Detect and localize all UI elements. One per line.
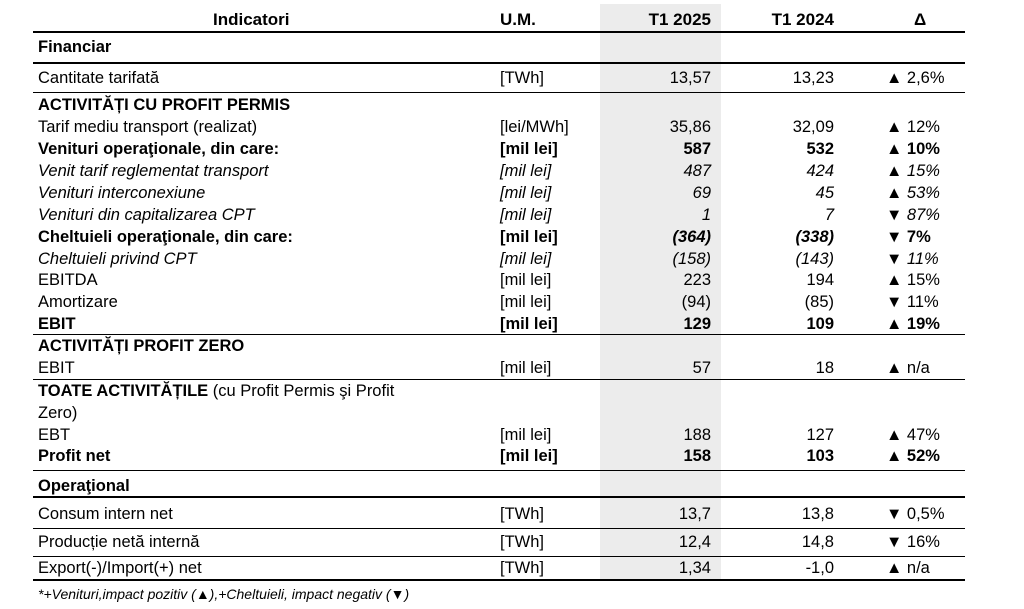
header-indicator: Indicatori bbox=[213, 10, 290, 29]
row-t1-2025: 487 bbox=[683, 162, 711, 180]
table-row bbox=[0, 249, 1024, 269]
row-t1-2024: 13,8 bbox=[801, 505, 834, 523]
row-t1-2024: 45 bbox=[815, 184, 834, 202]
row-delta: ▲ 19% bbox=[886, 315, 940, 333]
header-delta: Δ bbox=[914, 10, 927, 29]
row-label: Cheltuieli operaţionale, din care: bbox=[38, 228, 293, 246]
footnote: *+Venituri,impact pozitiv (▲),+Cheltuieli, impact negativ (▼) bbox=[38, 586, 410, 602]
divider bbox=[33, 92, 965, 93]
section-label: Financiar bbox=[38, 38, 112, 56]
table-row bbox=[0, 358, 1024, 378]
row-label: Venit tarif reglementat transport bbox=[38, 162, 269, 180]
row-delta: ▼ 0,5% bbox=[886, 505, 945, 523]
table-row bbox=[0, 68, 1024, 88]
row-t1-2024: 7 bbox=[824, 206, 834, 224]
row-um: [mil lei] bbox=[500, 359, 552, 377]
section-label-continued: Zero) bbox=[38, 404, 78, 422]
divider bbox=[33, 556, 965, 557]
row-label: EBIT bbox=[38, 359, 75, 377]
row-delta: ▲ 2,6% bbox=[886, 69, 945, 87]
row-t1-2025: 1 bbox=[701, 206, 711, 224]
row-label: EBT bbox=[38, 426, 71, 444]
row-t1-2025: 158 bbox=[683, 447, 711, 465]
section-financiar bbox=[0, 37, 1024, 57]
row-um: [mil lei] bbox=[500, 293, 552, 311]
divider bbox=[33, 470, 965, 471]
section-label: Operaţional bbox=[38, 477, 130, 495]
row-delta: ▲ n/a bbox=[886, 359, 930, 377]
section-label: TOATE ACTIVITĂȚILE (cu Profit Permis şi Profit bbox=[38, 382, 395, 400]
row-delta: ▲ 53% bbox=[886, 184, 940, 202]
row-um: [mil lei] bbox=[500, 426, 552, 444]
table-row bbox=[0, 270, 1024, 290]
table-row bbox=[0, 161, 1024, 181]
section-activitati-profit-zero bbox=[0, 336, 1024, 356]
divider bbox=[33, 379, 965, 380]
divider bbox=[33, 528, 965, 529]
row-label: EBIT bbox=[38, 315, 76, 333]
header-um: U.M. bbox=[500, 10, 536, 29]
row-t1-2025: (364) bbox=[672, 228, 711, 246]
divider bbox=[33, 496, 965, 498]
row-delta: ▲ 10% bbox=[886, 140, 940, 158]
table-header bbox=[0, 4, 1024, 32]
row-t1-2025: (158) bbox=[672, 250, 711, 268]
row-t1-2024: 109 bbox=[806, 315, 834, 333]
row-delta: ▼ 16% bbox=[886, 533, 940, 551]
row-um: [mil lei] bbox=[500, 228, 558, 246]
table-row bbox=[0, 425, 1024, 445]
row-um: [TWh] bbox=[500, 69, 544, 87]
row-t1-2024: (338) bbox=[795, 228, 834, 246]
row-um: [TWh] bbox=[500, 533, 544, 551]
row-label: Venituri interconexiune bbox=[38, 184, 206, 202]
row-um: [mil lei] bbox=[500, 447, 558, 465]
row-t1-2025: 13,57 bbox=[669, 69, 711, 87]
row-um: [mil lei] bbox=[500, 140, 558, 158]
row-t1-2024: (85) bbox=[804, 293, 834, 311]
row-um: [mil lei] bbox=[500, 184, 552, 202]
row-t1-2024: 103 bbox=[806, 447, 834, 465]
table-row bbox=[0, 314, 1024, 334]
row-t1-2024: 424 bbox=[806, 162, 834, 180]
table-row bbox=[0, 183, 1024, 203]
row-delta: ▼ 7% bbox=[886, 228, 931, 246]
header-t1-2024: T1 2024 bbox=[771, 10, 834, 29]
table-row bbox=[0, 446, 1024, 466]
header-divider bbox=[33, 31, 965, 33]
row-um: [mil lei] bbox=[500, 162, 552, 180]
row-t1-2025: 57 bbox=[692, 359, 711, 377]
row-label: Venituri operaţionale, din care: bbox=[38, 140, 280, 158]
row-label: Profit net bbox=[38, 447, 111, 465]
section-activitati-profit-permis bbox=[0, 95, 1024, 115]
section-label: ACTIVITĂȚI CU PROFIT PERMIS bbox=[38, 96, 291, 114]
section-toate-activitatile-line2 bbox=[0, 403, 1024, 423]
row-t1-2024: 13,23 bbox=[792, 69, 834, 87]
table-row bbox=[0, 292, 1024, 312]
row-t1-2025: 223 bbox=[683, 271, 711, 289]
row-delta: ▲ 52% bbox=[886, 447, 940, 465]
row-t1-2025: (94) bbox=[681, 293, 711, 311]
row-t1-2024: 127 bbox=[806, 426, 834, 444]
section-label: ACTIVITĂȚI PROFIT ZERO bbox=[38, 337, 245, 355]
row-t1-2025: 129 bbox=[683, 315, 711, 333]
row-label: Consum intern net bbox=[38, 505, 173, 523]
row-um: [TWh] bbox=[500, 505, 544, 523]
table-bottom-border bbox=[33, 579, 965, 581]
row-um: [mil lei] bbox=[500, 250, 552, 268]
row-t1-2025: 35,86 bbox=[669, 118, 711, 136]
row-t1-2024: -1,0 bbox=[805, 559, 834, 577]
section-toate-activitatile bbox=[0, 381, 1024, 401]
row-delta: ▼ 11% bbox=[886, 250, 939, 268]
row-t1-2024: 532 bbox=[806, 140, 834, 158]
row-delta: ▲ 15% bbox=[886, 162, 940, 180]
row-um: [mil lei] bbox=[500, 315, 558, 333]
table-row bbox=[0, 227, 1024, 247]
row-delta: ▼ 11% bbox=[886, 293, 939, 311]
table-row bbox=[0, 117, 1024, 137]
row-um: [TWh] bbox=[500, 559, 544, 577]
row-delta: ▲ 15% bbox=[886, 271, 940, 289]
header-t1-2025: T1 2025 bbox=[648, 10, 711, 29]
row-um: [mil lei] bbox=[500, 271, 552, 289]
row-delta: ▲ 47% bbox=[886, 426, 940, 444]
row-label: Amortizare bbox=[38, 293, 118, 311]
row-label: Tarif mediu transport (realizat) bbox=[38, 118, 258, 136]
row-t1-2024: 194 bbox=[806, 271, 834, 289]
table-row bbox=[0, 532, 1024, 552]
row-um: [mil lei] bbox=[500, 206, 552, 224]
row-label: EBITDA bbox=[38, 271, 98, 289]
row-label: Venituri din capitalizarea CPT bbox=[38, 206, 255, 224]
row-delta: ▼ 87% bbox=[886, 206, 940, 224]
row-t1-2025: 1,34 bbox=[678, 559, 711, 577]
row-t1-2024: 32,09 bbox=[792, 118, 834, 136]
divider bbox=[33, 334, 965, 335]
row-label: Export(-)/Import(+) net bbox=[38, 559, 202, 577]
table-row bbox=[0, 139, 1024, 159]
row-t1-2025: 12,4 bbox=[678, 533, 711, 551]
row-t1-2024: 14,8 bbox=[801, 533, 834, 551]
row-label: Cantitate tarifată bbox=[38, 69, 160, 87]
row-label: Cheltuieli privind CPT bbox=[38, 250, 197, 268]
row-t1-2025: 188 bbox=[683, 426, 711, 444]
row-t1-2024: (143) bbox=[795, 250, 834, 268]
section-operational bbox=[0, 476, 1024, 496]
table-row bbox=[0, 205, 1024, 225]
row-delta: ▲ n/a bbox=[886, 559, 930, 577]
row-t1-2025: 587 bbox=[683, 140, 711, 158]
row-t1-2025: 13,7 bbox=[678, 505, 711, 523]
row-delta: ▲ 12% bbox=[886, 118, 940, 136]
row-t1-2025: 69 bbox=[692, 184, 711, 202]
table-row bbox=[0, 558, 1024, 578]
row-t1-2024: 18 bbox=[815, 359, 834, 377]
table-row bbox=[0, 504, 1024, 524]
divider bbox=[33, 62, 965, 64]
row-label: Producție netă internă bbox=[38, 533, 200, 551]
row-um: [lei/MWh] bbox=[500, 118, 569, 136]
